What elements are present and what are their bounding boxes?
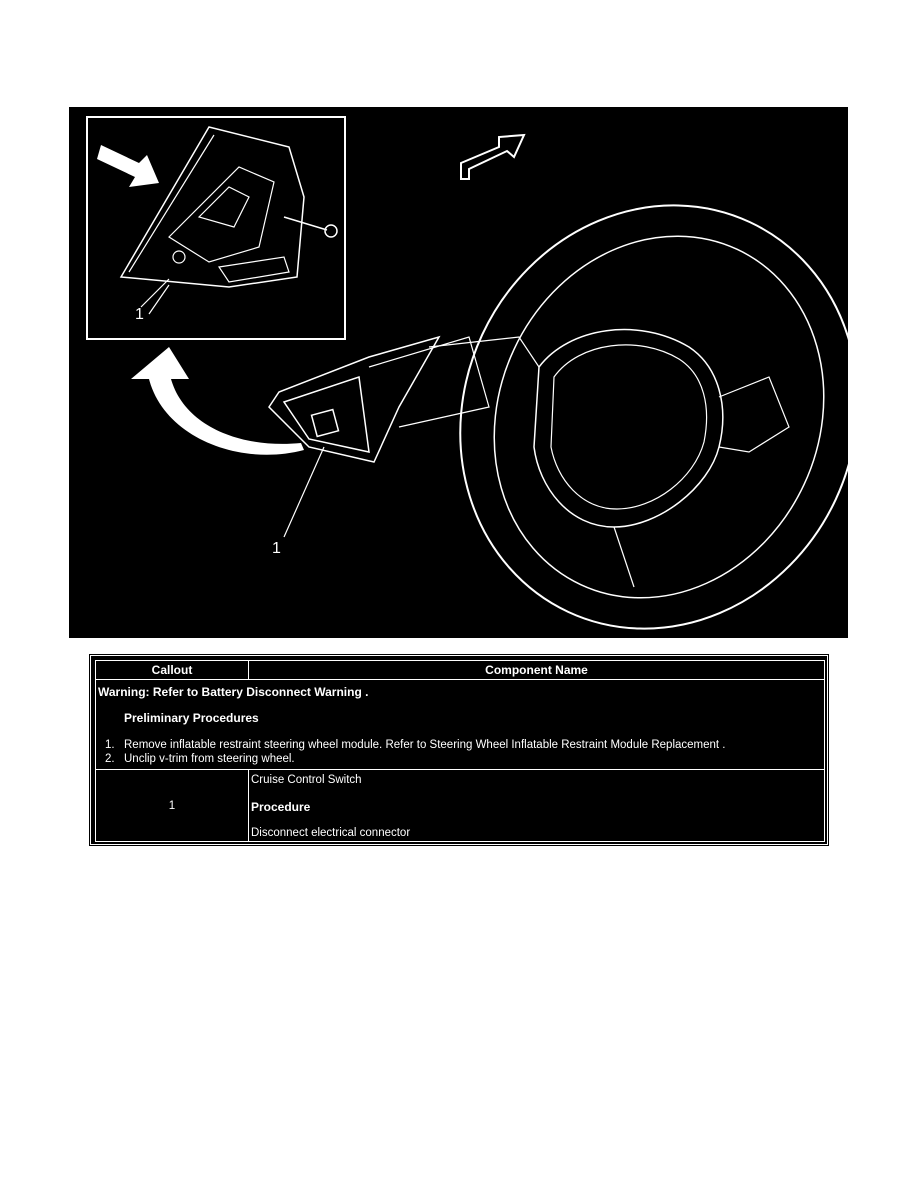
procedure-table <box>90 655 828 845</box>
cruise-control-switch-illustration <box>69 107 848 638</box>
component-name: Cruise Control Switch <box>251 774 362 786</box>
battery-disconnect-warning: Warning: Refer to Battery Disconnect Warning . <box>98 685 369 699</box>
procedure-action: Disconnect electrical connector <box>251 827 411 839</box>
procedure-title: Procedure <box>251 800 311 814</box>
step-number: 1. <box>105 739 115 751</box>
component-cell <box>248 769 825 842</box>
preliminary-procedures-title: Preliminary Procedures <box>124 711 259 725</box>
step-number: 2. <box>105 753 115 765</box>
preliminary-step <box>105 753 295 765</box>
callout-cell: 1 <box>95 769 249 842</box>
inset-callout-label: 1 <box>135 306 144 323</box>
step-text: Unclip v-trim from steering wheel. <box>124 753 295 765</box>
main-callout-label: 1 <box>272 540 281 557</box>
callout-column-header: Callout <box>95 660 249 680</box>
warning-block <box>95 679 825 770</box>
step-text: Remove inflatable restraint steering wheel module. Refer to Steering Wheel Inflatable Restraint Module Replacement . <box>124 739 726 751</box>
component-name-column-header: Component Name <box>248 660 825 680</box>
preliminary-step <box>105 739 726 751</box>
